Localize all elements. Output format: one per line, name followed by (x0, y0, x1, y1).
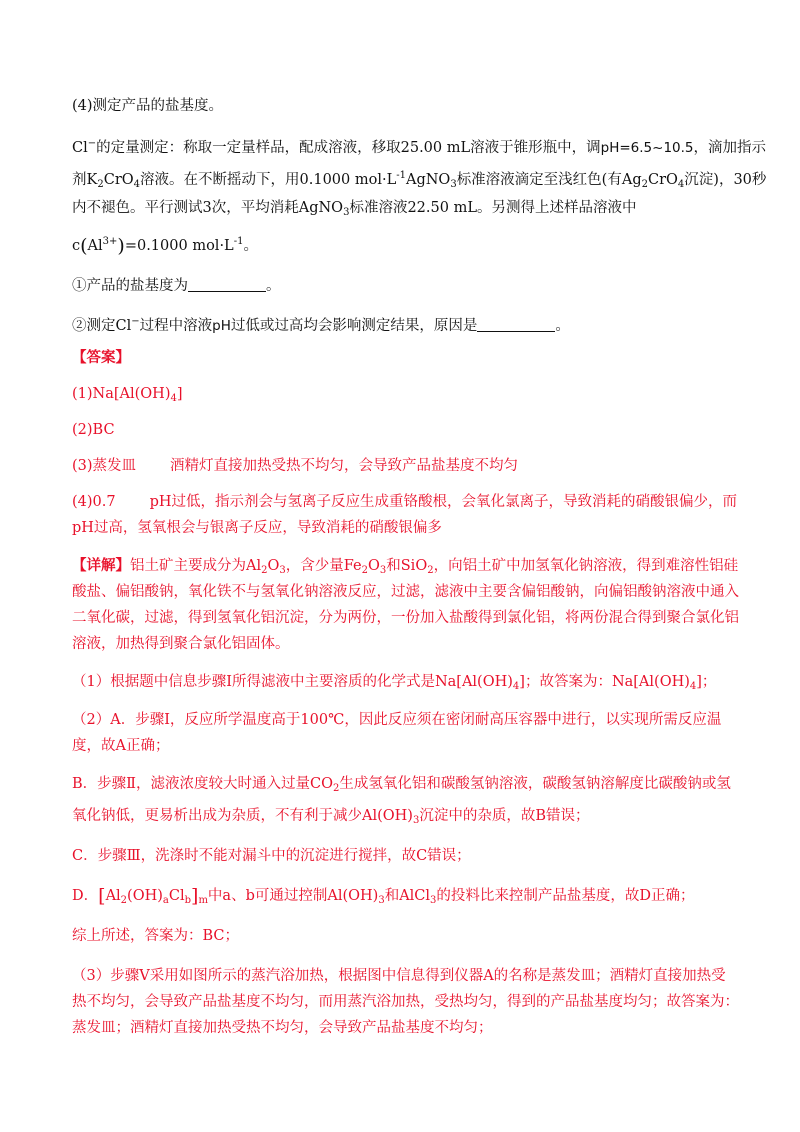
detail-line-2: 酸盐、偏铝酸钠，氧化铁不与氢氧化钠溶液反应，过滤，滤液中主要含偏铝酸钠，向偏铝酸钠溶液中通入 (72, 584, 739, 600)
sub-question-2: ②测定Cl−过程中溶液pH过低或过高均会影响测定结果，原因是 。 (72, 316, 570, 334)
detail-step-3-line-2: 热不均匀，会导致产品盐基度不均匀，而用蒸汽浴加热，受热均匀，得到的产品盐基度均匀；故答案为： (72, 994, 739, 1010)
answer-2: (2)BC (72, 422, 115, 438)
detail-step-2-line-2: 度，故A正确； (72, 738, 170, 754)
detail-line-3: 二氧化碳，过滤，得到氢氧化铝沉淀，分为两份，一份加入盐酸得到氯化铝，将两份混合得到聚合氯化铝 (72, 610, 739, 626)
detail-step-3-line-3: 蒸发皿；酒精灯直接加热受热不均匀，会导致产品盐基度不均匀； (72, 1020, 493, 1036)
detail-summary: 综上所述，答案为：BC； (72, 928, 240, 944)
detail-option-c: C．步骤Ⅲ，洗涤时不能对漏斗中的沉淀进行搅拌，故C错误； (72, 848, 471, 864)
detail-line-4: 溶液，加热得到聚合氯化铝固体。 (72, 636, 290, 652)
answer-1: $(1)Na[Al(OH)_4]$ (72, 386, 183, 404)
question-title: (4)测定产品的盐基度。 (72, 98, 224, 114)
detail-step-2-line-1: （2）A．步骤Ⅰ，反应所学温度高于100℃，因此反应须在密闭耐高压容器中进行，以实现所需反应温 (72, 712, 722, 728)
detail-option-b-line-1: B．步骤Ⅱ，滤液浓度较大时通入过量$CO_2$生成氢氧化铝和碳酸氢钠溶液，碳酸氢钠溶解度比碳酸钠或氢 (72, 776, 731, 794)
answer-blank-1 (188, 277, 266, 292)
detail-option-d: D．$[Al_2(OH)_aCl_b]_m$中a、b可通过控制$Al(OH)_3$和AlCl$_3$的投料比来控制产品盐基度，故D正确； (72, 885, 695, 907)
detail-line-1: 【详解】铝土矿主要成分为$Al_2O_3$，含少量$Fe_2O_3$和SiO$_2$，向铝土矿中加氢氧化钠溶液，得到难溶性铝硅 (72, 557, 739, 576)
sub-question-1: ①产品的盐基度为 。 (72, 278, 281, 294)
answer-label: 【答案】 (72, 349, 130, 366)
detail-option-b-line-2: 氧化钠低，更易析出成为杂质，不有利于减少$Al(OH)_3$沉淀中的杂质，故B错误； (72, 808, 590, 826)
question-paragraph-line-4: $c(Al^{3+})=0.1000$ $mol\cdot L^{-1}$。 (72, 235, 258, 257)
answer-4-line-1: (4)0.7 pH过低，指示剂会与氢离子反应生成重铬酸根，会氧化氯离子，导致消耗的硝酸银偏少，而 (72, 494, 738, 510)
answer-3: (3)蒸发皿 酒精灯直接加热受热不均匀，会导致产品盐基度不均匀 (72, 458, 519, 474)
detail-step-1: （1）根据题中信息步骤Ⅰ所得滤液中主要溶质的化学式是$Na[Al(OH)_4]$；故答案为：$Na[Al(OH)_4]$； (72, 674, 717, 692)
answer-blank-2 (477, 317, 555, 332)
detail-step-3-line-1: （3）步骤Ⅴ采用如图所示的蒸汽浴加热，根据图中信息得到仪器A的名称是蒸发皿；酒精灯直接加热受 (72, 968, 726, 984)
question-paragraph-line-1: Cl−的定量测定：称取一定量样品，配成溶液，移取25.00 mL溶液于锥形瓶中，调pH=6.5~10.5，滴加指示 (72, 138, 767, 156)
question-paragraph-line-2: 剂$K_2CrO_4$溶液。在不断摇动下，用0.1000 $mol\cdot L^{-1}AgNO_3$标准溶液滴定至浅红色(有$Ag_2CrO_4$沉淀)，30秒 (72, 170, 767, 190)
answer-4-line-2: pH过高，氢氧根会与银离子反应，导致消耗的硝酸银偏多 (72, 520, 442, 536)
question-paragraph-line-3: 内不褪色。平行测试3次，平均消耗AgNO$_3$标准溶液22.50 mL。另测得上述样品溶液中 (72, 200, 637, 218)
